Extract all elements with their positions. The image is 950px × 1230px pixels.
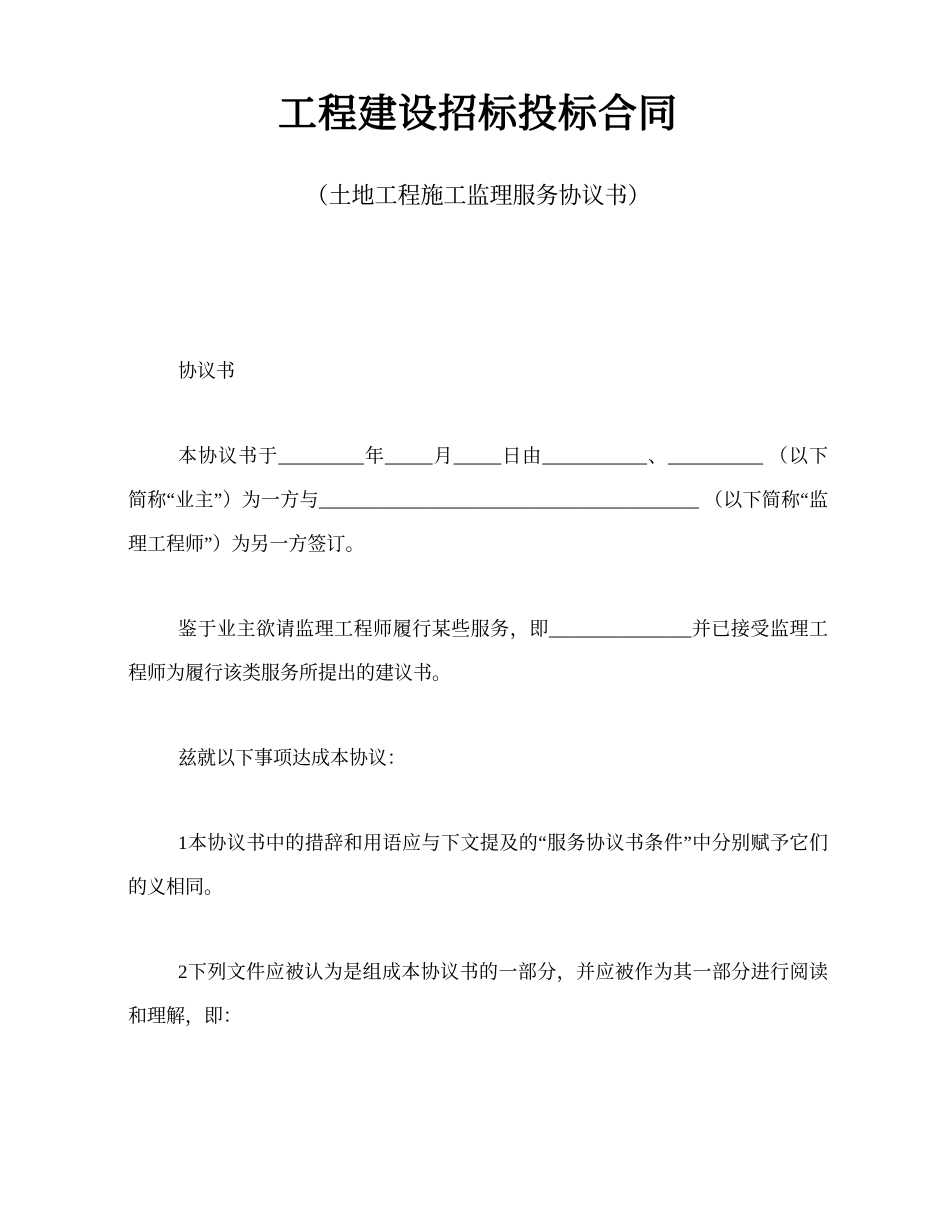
paragraph-parties: 本协议书于_________年_____月_____日由___________、__________ （以下简称“业主”）为一方与________________________________________ （以下简称“监理工程师”）为另一方签订。	[128, 446, 828, 555]
paragraph-clause-2: 2下列文件应被认为是组成本协议书的一部分，并应被作为其一部分进行阅读和理解，即：	[128, 962, 828, 1027]
document-title: 工程建设招标投标合同	[277, 93, 678, 136]
section-label-agreement: 协议书	[178, 361, 236, 382]
document-subtitle: （土地工程施工监理服务协议书）	[305, 183, 651, 208]
paragraph-hereby-agree: 兹就以下事项达成本协议：	[178, 748, 407, 769]
paragraph-clause-1: 1本协议书中的措辞和用语应与下文提及的“服务协议书条件”中分别赋予它们的义相同。	[128, 833, 828, 898]
paragraph-whereas: 鉴于业主欲请监理工程师履行某些服务，即_______________并已接受监理工程师为履行该类服务所提出的建议书。	[128, 619, 828, 684]
